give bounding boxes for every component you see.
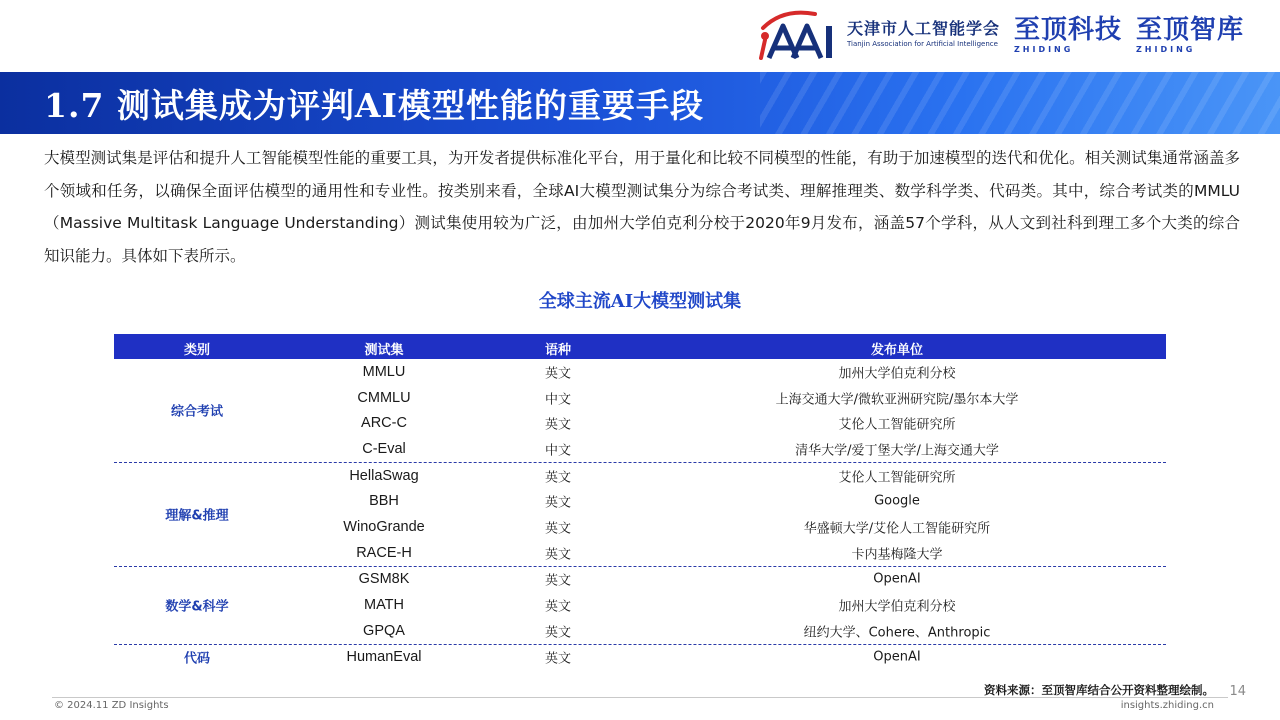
- table-body: [114, 359, 1166, 670]
- category-label: 理解&推理: [165, 508, 229, 524]
- language-cell: 中文: [544, 392, 572, 408]
- header-logos: [753, 4, 1244, 64]
- test-set-cell: GPQA: [363, 622, 405, 639]
- language-cell: 英文: [544, 573, 572, 589]
- table-group: [114, 359, 1166, 463]
- zhiding-think-tank-en: ZHIDING: [1135, 44, 1196, 54]
- publisher-cell: 艾伦人工智能研究所: [838, 470, 956, 486]
- publisher-cell: Google: [874, 493, 920, 509]
- table-group: [114, 463, 1166, 567]
- publisher-cell: 华盛顿大学/艾伦人工智能研究所: [803, 521, 991, 537]
- zhiding-think-tank-logo: [1136, 15, 1244, 54]
- table-header: [114, 334, 1166, 359]
- table-row: [114, 645, 1166, 671]
- copyright: © 2024.11 ZD Insights: [54, 700, 169, 711]
- test-set-cell: WinoGrande: [343, 518, 425, 535]
- language-cell: 中文: [544, 443, 572, 459]
- table-row: [114, 359, 1166, 385]
- table-row: [114, 385, 1166, 411]
- test-set-cell: CMMLU: [357, 389, 411, 406]
- page-title: 1.7 测试集成为评判AI模型性能的重要手段: [44, 86, 704, 125]
- page-number: 14: [1229, 684, 1246, 699]
- publisher-cell: OpenAI: [873, 571, 921, 587]
- test-set-cell: ARC-C: [361, 415, 407, 432]
- language-cell: 英文: [544, 599, 572, 615]
- site-url: insights.zhiding.cn: [1120, 700, 1214, 711]
- language-cell: 英文: [544, 521, 572, 537]
- table-row: [114, 592, 1166, 618]
- table-title: 全球主流AI大模型测试集: [538, 291, 742, 312]
- header-category: 类别: [183, 343, 211, 358]
- association-name-cn: 天津市人工智能学会: [846, 19, 1000, 38]
- test-set-cell: BBH: [369, 493, 399, 510]
- language-cell: 英文: [544, 547, 572, 563]
- language-cell: 英文: [544, 651, 572, 667]
- footer-divider: [52, 697, 1228, 698]
- language-cell: 英文: [544, 470, 572, 486]
- zhiding-tech-name: 至顶科技: [1013, 14, 1122, 45]
- table-row: [114, 618, 1166, 644]
- test-set-cell: MMLU: [362, 363, 406, 380]
- test-set-cell: HumanEval: [346, 649, 422, 666]
- benchmark-table: [114, 334, 1166, 670]
- language-cell: 英文: [544, 625, 572, 641]
- category-label: 数学&科学: [165, 599, 229, 615]
- table-row: [114, 488, 1166, 514]
- table-row: [114, 410, 1166, 436]
- category-label: 代码: [183, 651, 211, 667]
- publisher-cell: 上海交通大学/微软亚洲研究院/墨尔本大学: [775, 392, 1019, 408]
- test-set-cell: RACE-H: [356, 544, 412, 561]
- publisher-cell: OpenAI: [873, 649, 921, 665]
- table-row: [114, 436, 1166, 462]
- category-label: 综合考试: [170, 404, 224, 420]
- publisher-cell: 纽约大学、Cohere、Anthropic: [803, 625, 991, 641]
- test-set-cell: C-Eval: [362, 440, 406, 457]
- test-set-cell: MATH: [363, 597, 405, 614]
- intro-paragraph: 大模型测试集是评估和提升人工智能模型性能的重要工具，为开发者提供标准化平台，用于量化和比较不同模型的性能，有助于加速模型的迭代和优化。相关测试集通常涵盖多个领域和任务，以确保全面评估模型的通用性和专业性。按类别来看，全球AI大模型测试集分为综合考试类、理解推理类、数学科学类、代码类。其中，综合考试类的MMLU（Massive Multitask Language Understanding）测试集使用较为广泛，由加州大学伯克利分校于2020年9月发布，涵盖57个学科，从人文到社科到理工多个大类的综合知识能力。具体如下表所示。: [44, 149, 1240, 265]
- publisher-cell: 卡内基梅隆大学: [851, 547, 943, 563]
- table-row: [114, 540, 1166, 566]
- publisher-cell: 加州大学伯克利分校: [838, 599, 956, 615]
- title-banner: [0, 72, 1280, 134]
- header-lang: 语种: [544, 343, 572, 358]
- table-row: [114, 463, 1166, 489]
- test-set-cell: HellaSwag: [349, 467, 419, 484]
- test-set-cell: GSM8K: [358, 571, 410, 588]
- association-logo: [753, 6, 1000, 62]
- publisher-cell: 艾伦人工智能研究所: [838, 417, 956, 433]
- taai-logo-icon: [753, 6, 841, 62]
- language-cell: 英文: [544, 417, 572, 433]
- table-group: [114, 567, 1166, 645]
- publisher-cell: 加州大学伯克利分校: [838, 366, 956, 382]
- zhiding-think-tank-name: 至顶智库: [1135, 14, 1244, 45]
- header-org: 发布单位: [870, 343, 924, 358]
- zhiding-tech-en: ZHIDING: [1013, 44, 1074, 54]
- zhiding-tech-logo: [1014, 15, 1122, 54]
- publisher-cell: 清华大学/爱丁堡大学/上海交通大学: [795, 443, 999, 459]
- header-set: 测试集: [364, 343, 404, 358]
- table-row: [114, 514, 1166, 540]
- table-group: [114, 645, 1166, 671]
- source-note: 资料来源：至顶智库结合公开资料整理绘制。: [984, 683, 1214, 697]
- language-cell: 英文: [544, 366, 572, 382]
- language-cell: 英文: [544, 495, 572, 511]
- association-name-en: Tianjin Association for Artificial Intelligence: [846, 40, 998, 48]
- table-row: [114, 567, 1166, 593]
